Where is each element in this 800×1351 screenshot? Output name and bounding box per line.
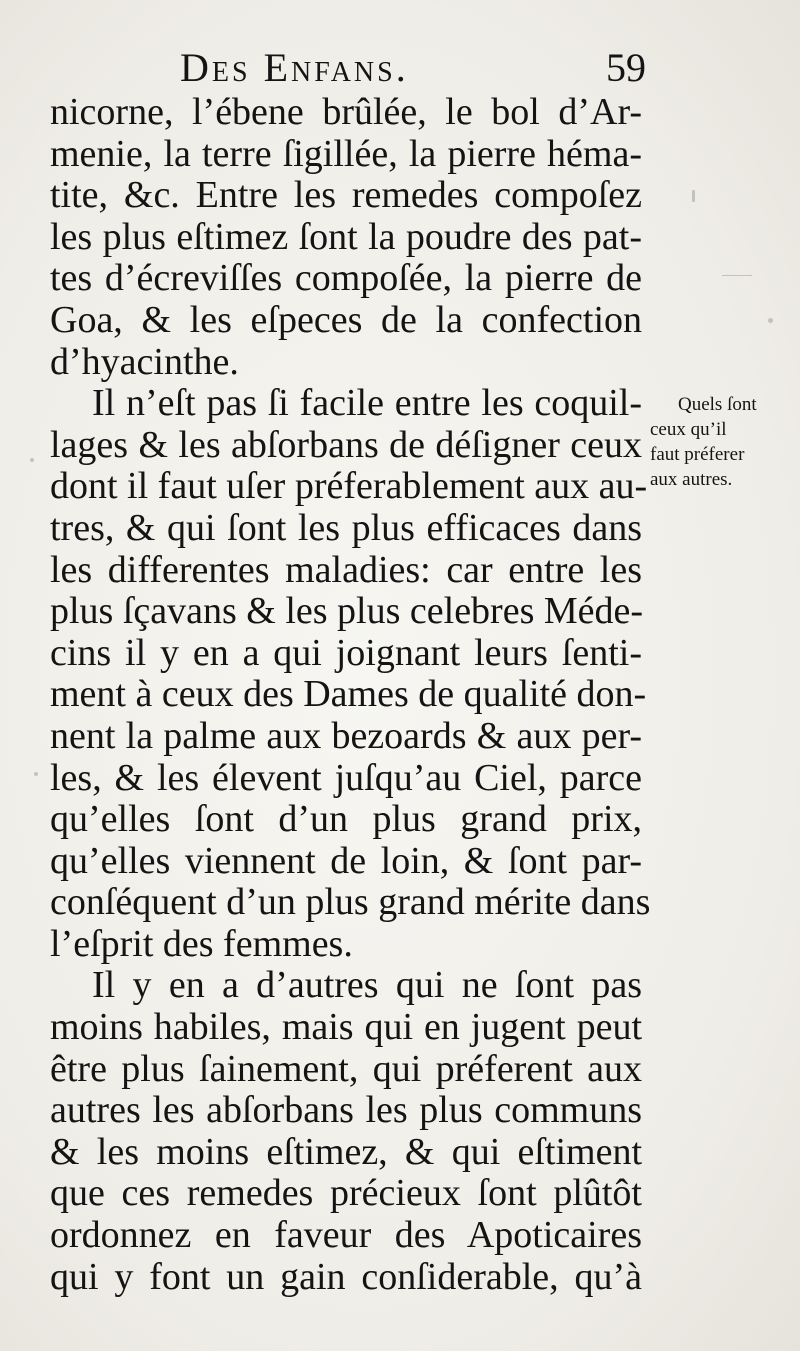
text-line: que ces remedes précieux ſont plûtôt <box>50 1172 642 1215</box>
text-line: être plus ſainement, qui préferent aux <box>50 1047 642 1090</box>
paper-speck <box>692 190 695 202</box>
text-line: cins il y en a qui joignant leurs ſenti- <box>50 631 642 674</box>
body-text <box>50 91 651 1298</box>
running-head: Des Enfans. <box>180 45 409 90</box>
text-line: conſéquent d’un plus grand mérite dans <box>50 881 651 924</box>
paragraph-start-line: Il y en a d’autres qui ne ſont pas <box>92 964 642 1007</box>
text-line: qu’elles ſont d’un plus grand prix, <box>50 798 642 841</box>
margin-note-line: aux autres. <box>650 469 733 490</box>
paper-speck <box>722 275 752 276</box>
text-line: Goa, & les eſpeces de la confection <box>50 298 642 341</box>
text-line: menie, la terre ſigillée, la pierre héma- <box>50 132 642 175</box>
text-line: tite, &c. Entre les remedes compoſez <box>50 174 642 217</box>
text-line: les, & les élevent juſqu’au Ciel, parce <box>50 756 642 799</box>
paper-speck <box>768 318 773 323</box>
text-line: d’hyacinthe. <box>50 340 239 383</box>
text-line: plus ſçavans & les plus celebres Méde- <box>50 590 644 633</box>
text-line: dont il faut uſer préferablement aux au- <box>50 465 648 508</box>
text-line: qui y font un gain conſiderable, qu’à <box>50 1255 642 1298</box>
margin-note-line: Quels ſont <box>678 394 757 415</box>
text-line: nent la palme aux bezoards & aux per- <box>50 714 642 757</box>
text-line: moins habiles, mais qui en jugent peut <box>50 1006 642 1049</box>
text-line: autres les abſorbans les plus communs <box>50 1089 642 1132</box>
margin-note <box>650 392 795 492</box>
text-line: qu’elles viennent de loin, & ſont par- <box>50 839 642 882</box>
margin-note-line: faut préferer <box>650 444 745 465</box>
text-line: & les moins eſtimez, & qui eſtiment <box>50 1130 642 1173</box>
text-line: l’eſprit des femmes. <box>50 922 353 965</box>
paper-speck <box>34 772 38 776</box>
page-header <box>180 38 650 98</box>
text-line: ment à ceux des Dames de qualité don- <box>50 673 647 716</box>
margin-note-line: ceux qu’il <box>650 419 727 440</box>
text-line: tres, & qui ſont les plus efficaces dans <box>50 506 642 549</box>
text-line: les differentes maladies: car entre les <box>50 548 642 591</box>
paragraph-start-line: Il n’eſt pas ſi facile entre les coquil- <box>92 382 642 425</box>
text-line: nicorne, l’ébene brûlée, le bol d’Ar- <box>50 91 642 133</box>
page-number: 59 <box>606 45 646 90</box>
text-line: tes d’écreviſſes compoſée, la pierre de <box>50 257 642 300</box>
text-line: ordonnez en faveur des Apoticaires <box>50 1214 642 1257</box>
text-line: lages & les abſorbans de déſigner ceux <box>50 423 642 466</box>
text-line: les plus eſtimez ſont la poudre des pat- <box>50 215 642 258</box>
paper-speck <box>30 458 34 462</box>
